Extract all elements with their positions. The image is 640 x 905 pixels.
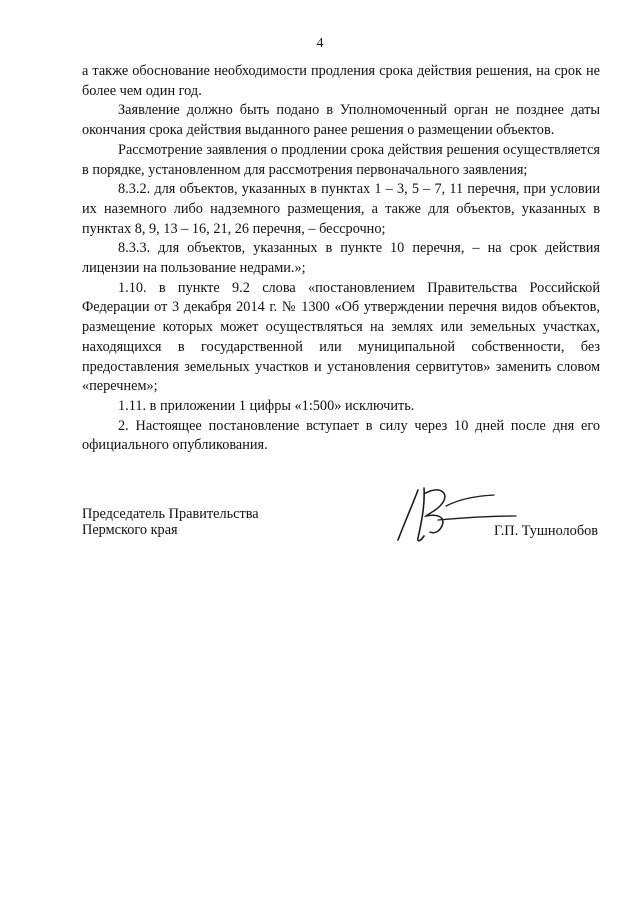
signer-title-line-2: Пермского края [82,522,178,538]
page-number: 4 [316,36,324,51]
signature-block [82,506,600,566]
paragraph-2-effective-date: 2. Настоящее постановление вступает в силу через 10 дней после дня его официального опубликования. [82,417,600,454]
paragraph-8-3-2: 8.3.2. для объектов, указанных в пунктах 1 – 3, 5 – 7, 11 перечня, при условии их наземного либо надземного размещения, а также для объектов, указанных в пунктах 8, 9, 13 – 16, 21, 26 перечня, – бессрочно; [82,181,600,237]
document-body [82,62,600,456]
paragraph-review-procedure: Рассмотрение заявления о продлении срока действия решения осуществляется в порядке, установленном для рассмотрения первоначального заявления; [82,141,600,178]
signer-title [82,506,259,538]
paragraph-1-11: 1.11. в приложении 1 цифры «1:500» исключить. [118,397,415,414]
signer-name: Г.П. Тушнолобов [494,523,598,539]
paragraph-1-10: 1.10. в пункте 9.2 слова «постановлением Правительства Российской Федерации от 3 декабря 2014 г. № 1300 «Об утверждении перечня видов объектов, размещение которых может осуществляться на землях или земельных участках, находящихся в государственной или муниципальной собственности, без предоставления земельных участков и установления сервитутов» заменить словом «перечнем»; [82,279,600,395]
paragraph-8-3-3: 8.3.3. для объектов, указанных в пункте 10 перечня, – на срок действия лицензии на пользование недрами.»; [82,240,600,277]
paragraph-application-deadline: Заявление должно быть подано в Уполномоченный орган не позднее даты окончания срока действия выданного ранее решения о размещении объектов. [82,102,600,139]
paragraph-continuation: а также обоснование необходимости продления срока действия решения, на срок не более чем один год. [82,63,600,99]
signer-title-line-1: Председатель Правительства [82,506,259,522]
